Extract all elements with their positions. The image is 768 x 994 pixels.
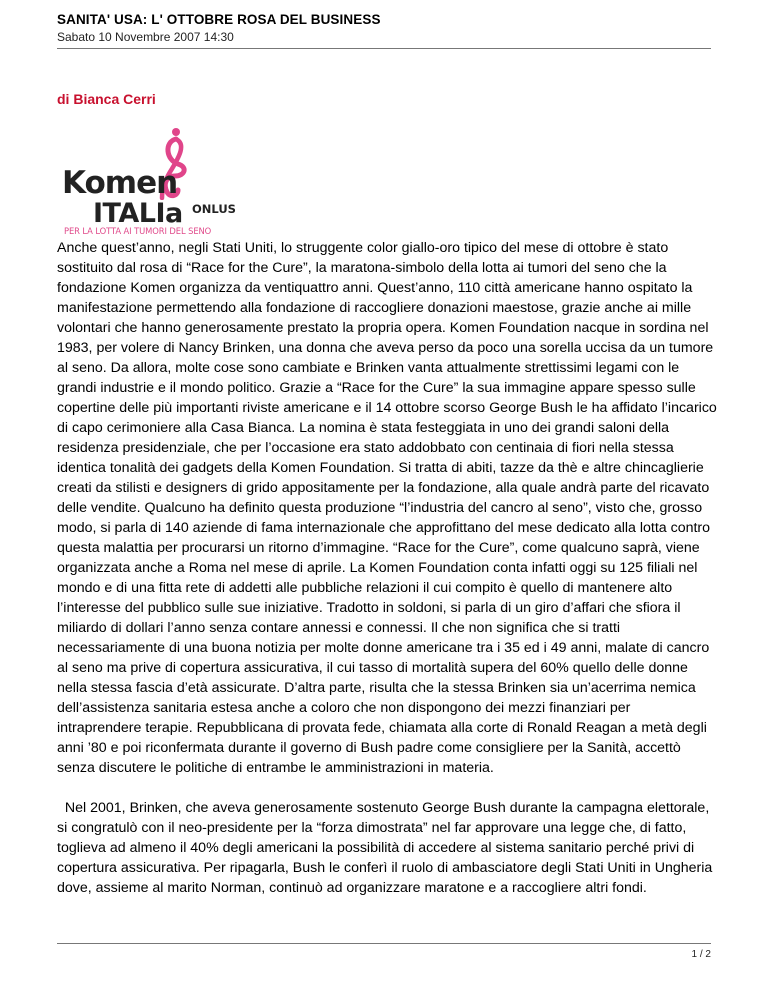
page-number: 1 / 2 <box>691 949 711 960</box>
article-body <box>57 238 717 898</box>
komen-italia-logo <box>57 126 247 238</box>
article-date: Sabato 10 Novembre 2007 14:30 <box>57 30 234 44</box>
footer-divider <box>57 943 711 944</box>
logo-wordmark-italia: ITALIa <box>93 198 183 229</box>
logo-tagline: PER LA LOTTA AI TUMORI DEL SENO <box>64 226 212 236</box>
article-paragraph: Nel 2001, Brinken, che aveva generosamente sostenuto George Bush durante la campagna elettorale, si congratulò con il neo-presidente per la “forza dimostrata” nel far approvare una legge che, di fatto, toglieva ad almeno il 40% degli americani la possibilità di accedere al sistema sanitario perché privi di copertura assicurativa. Per ripagarla, Bush le conferì il ruolo di ambasciatore degli Stati Uniti in Ungheria dove, assieme al marito Norman, continuò ad organizzare maratone e a raccogliere altri fondi. <box>57 800 717 896</box>
article-paragraph: Anche quest’anno, negli Stati Uniti, lo struggente color giallo-oro tipico del mese di ottobre è stato sostituito dal rosa di “Race for the Cure”, la maratona-simbolo della lotta ai tumori del seno che la fondazione Komen organizza da ventiquattro anni. Quest’anno, 110 città americane hanno ospitato la manifestazione permettendo alla fondazione di raccogliere donazioni maestose, grazie anche ai mille volontari che hanno generosamente prestato la propria opera. Komen Foundation nacque in sordina nel 1983, per volere di Nancy Brinken, una donna che aveva perso da poco una sorella uccisa da un tumore al seno. Da allora, molte cose sono cambiate e Brinken vanta attualmente strettissimi legami con le grandi industrie e il mondo politico. Grazie a “Race for the Cure” la sua immagine appare spesso sulle copertine delle più importanti riviste americane e il 14 ottobre scorso George Bush le ha affidato l’incarico di capo cerimoniere alla Casa Bianca. La nomina è stata festeggiata in uno dei grandi saloni della residenza presidenziale, che per l’occasione era stato addobbato con centinaia di fiori nella stessa identica tonalità dei gadgets della Komen Foundation. Si tratta di abiti, tazze da thè e altre chincaglierie creati da stilisti e designers di grido appositamente per la fondazione, alla quale andrà parte del ricavato delle vendite. Qualcuno ha definito questa produzione “l’industria del cancro al seno”, visto che, grosso modo, si parla di 140 aziende di fama internazionale che approfittano del mese dedicato alla lotta contro questa malattia per procurarsi un ritorno d’immagine. “Race for the Cure”, come qualcuno saprà, viene organizzata anche a Roma nel mese di aprile. La Komen Foundation conta infatti oggi su 125 filiali nel mondo e di una fitta rete di addetti alle pubbliche relazioni il cui compito è quello di mantenere alto l’interesse del pubblico sulle sue iniziative. Tradotto in soldoni, si parla di un giro d’affari che sfiora il miliardo di dollari l’anno senza contare annessi e connessi. Il che non significa che si tratti necessariamente di una buona notizia per molte donne americane tra i 35 ed i 49 anni, malate di cancro al seno ma prive di copertura assicurativa, il cui tasso di mortalità supera del 60% quello delle donne nella stessa fascia d’età assicurate. D’altra parte, risulta che la stessa Brinken sia un’acerrima nemica dell’assistenza sanitaria estesa anche a coloro che non dispongono dei mezzi finanziari per intraprendere terapie. Repubblicana di provata fede, chiamata alla corte di Ronald Reagan a metà degli anni ’80 e poi riconfermata durante il governo di Bush padre come consigliere per la Sanità, accettò senza discutere le politiche di entrambe le amministrazioni in materia. <box>57 240 717 776</box>
logo-wordmark-onlus: ONLUS <box>192 202 236 216</box>
author-byline: di Bianca Cerri <box>57 91 156 107</box>
header-divider <box>57 48 711 49</box>
logo-wordmark-komen: Komen <box>62 165 178 201</box>
article-title: SANITA' USA: L' OTTOBRE ROSA DEL BUSINESS <box>57 12 381 27</box>
